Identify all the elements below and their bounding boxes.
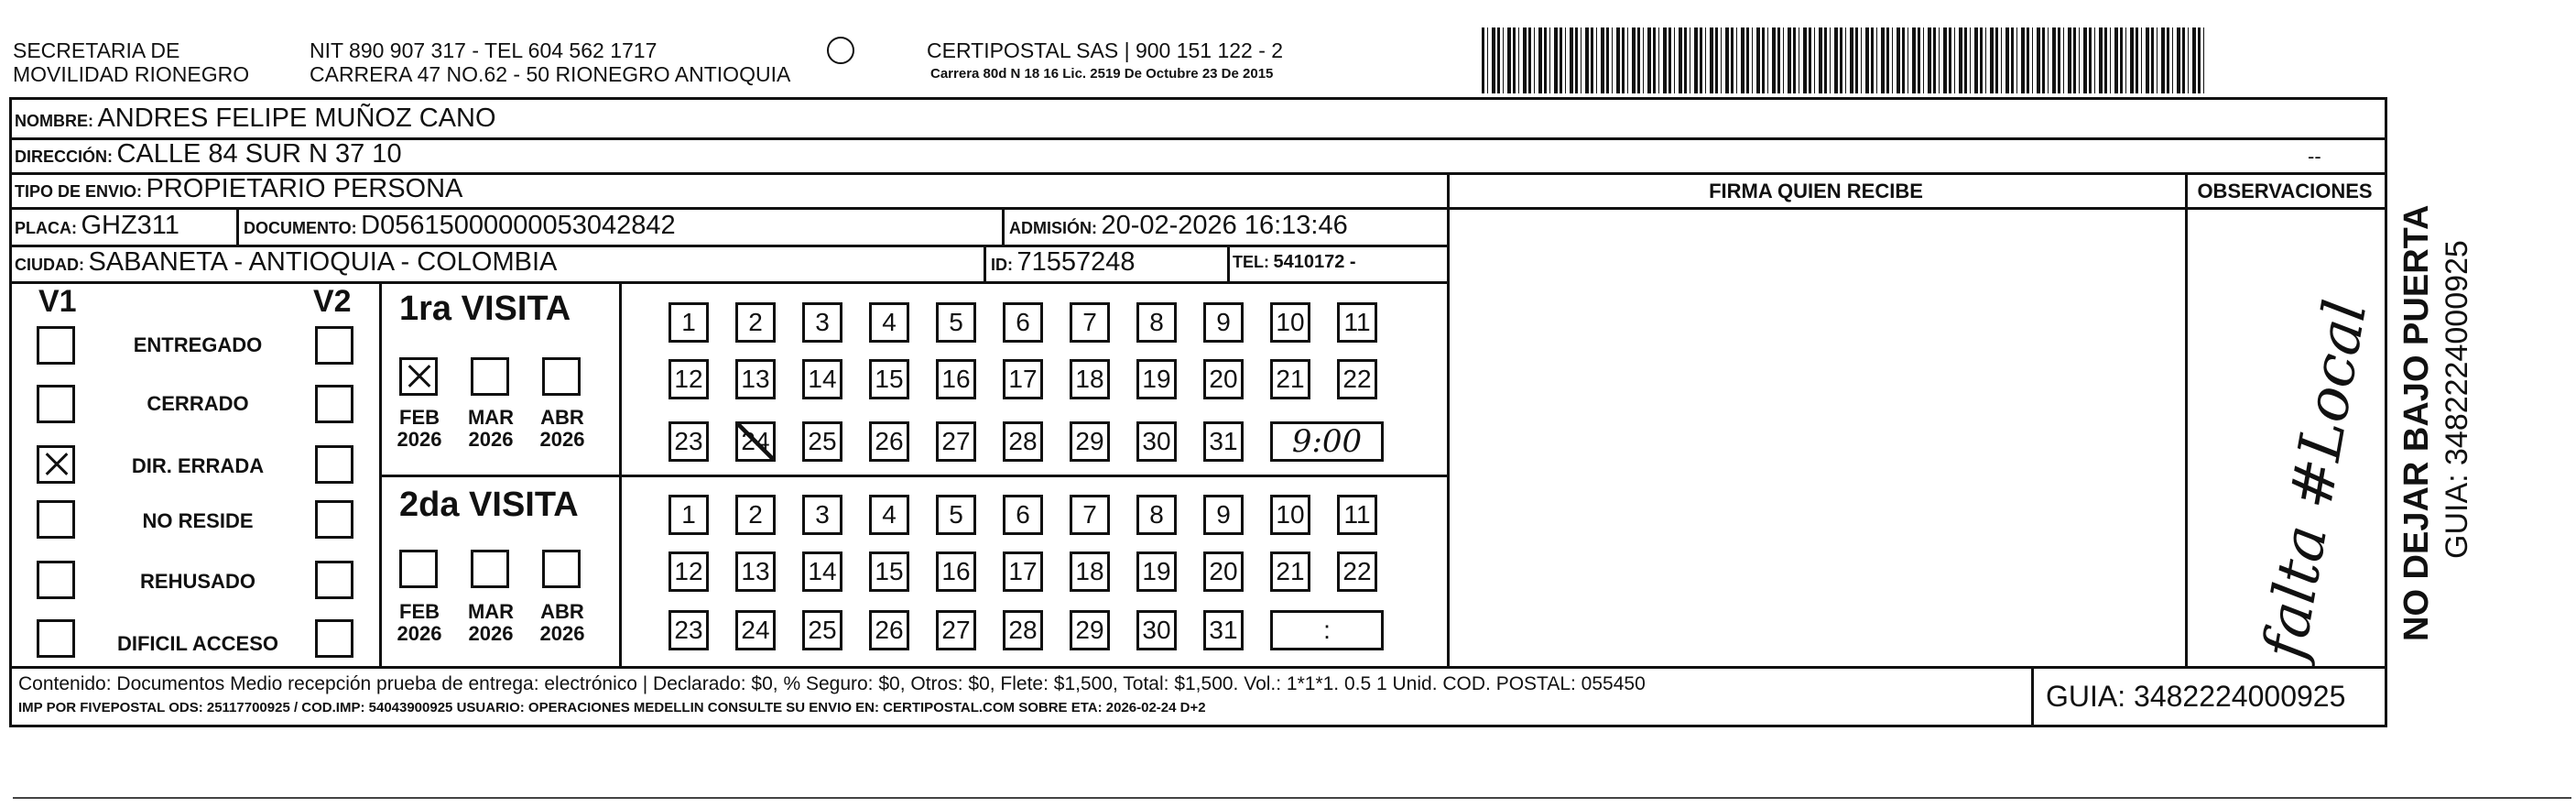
divider <box>379 281 382 666</box>
v2-header: V2 <box>313 284 352 319</box>
visit2-abr-checkbox[interactable] <box>542 550 581 588</box>
side-warning: NO DEJAR BAJO PUERTA <box>2397 204 2436 641</box>
firma-title: FIRMA QUIEN RECIBE <box>1709 180 1923 202</box>
visit2-title: 2da VISITA <box>399 486 579 524</box>
id-value: 71557248 <box>1016 247 1136 277</box>
visit2-day-box[interactable]: 16 <box>936 551 976 592</box>
visit2-day-box[interactable]: 4 <box>869 495 909 535</box>
ciudad-value: SABANETA - ANTIOQUIA - COLOMBIA <box>88 247 558 277</box>
sender-name: SECRETARIA DE <box>13 38 180 62</box>
visit2-day-box[interactable]: 2 <box>735 495 776 535</box>
divider <box>379 475 1447 477</box>
visit1-day-box[interactable]: 26 <box>869 421 909 462</box>
visit1-time-box[interactable]: 9:00 <box>1270 421 1384 462</box>
visit1-day-box[interactable]: 18 <box>1070 359 1110 399</box>
barcode <box>1482 27 2205 93</box>
visit2-day-box[interactable]: 22 <box>1337 551 1377 592</box>
id-label: ID: <box>991 256 1013 274</box>
divider <box>1002 207 1005 245</box>
visit1-day-box[interactable]: 31 <box>1203 421 1244 462</box>
visit1-day-box[interactable]: 20 <box>1203 359 1244 399</box>
tel-row <box>1233 247 1356 278</box>
admision-label: ADMISIÓN: <box>1009 219 1097 237</box>
visit2-day-box[interactable]: 21 <box>1270 551 1310 592</box>
visit2-day-box[interactable]: 26 <box>869 610 909 650</box>
visit1-day-box[interactable]: 2 <box>735 302 776 343</box>
placa-value: GHZ311 <box>81 211 179 240</box>
courier-logo-icon <box>827 37 854 64</box>
visit1-day-box[interactable]: 9 <box>1203 302 1244 343</box>
footer-print-info: IMP POR FIVEPOSTAL ODS: 25117700925 / COD.IMP: 54043900925 USUARIO: OPERACIONES MEDELLIN CONSULTE SU ENVIO EN: CERTIPOSTAL.COM SOBRE ETA: 2026-02-24 D+2 <box>18 700 1206 715</box>
divider <box>619 281 622 666</box>
v2-dificil-acceso-checkbox[interactable] <box>315 619 353 658</box>
month-label: MAR 2026 <box>467 406 515 451</box>
placa-label: PLACA: <box>15 219 77 237</box>
visit1-day-box[interactable]: 4 <box>869 302 909 343</box>
visit2-mar-checkbox[interactable] <box>471 550 509 588</box>
placa-row <box>15 211 179 245</box>
visit2-day-box[interactable]: 25 <box>802 610 842 650</box>
visit1-day-box[interactable]: 21 <box>1270 359 1310 399</box>
month-label: FEB 2026 <box>397 600 442 645</box>
tel-label: TEL: <box>1233 253 1269 271</box>
courier-name: CERTIPOSTAL SAS | 900 151 122 - 2 <box>927 38 1284 62</box>
visit2-day-box[interactable]: 15 <box>869 551 909 592</box>
footer-content: Contenido: Documentos Medio recepción prueba de entrega: electrónico | Declarado: $0, % Seguro: $0, Otros: $0, Flete: $1,500, Total: $1,500. Vol.: 1*1*1. 0.5 1 Unid. COD. POSTAL: 055450 <box>18 673 1646 694</box>
visit2-day-box[interactable]: 20 <box>1203 551 1244 592</box>
nombre-label: NOMBRE: <box>15 112 93 130</box>
sender-nit: NIT 890 907 317 - TEL 604 562 1717 <box>310 38 658 62</box>
visit1-day-box[interactable]: 30 <box>1136 421 1177 462</box>
visit2-day-box[interactable]: 8 <box>1136 495 1177 535</box>
visit2-day-box[interactable]: 13 <box>735 551 776 592</box>
sender-address: CARRERA 47 NO.62 - 50 RIONEGRO ANTIOQUIA <box>310 62 791 86</box>
divider <box>2031 666 2034 727</box>
visit1-day-box[interactable]: 8 <box>1136 302 1177 343</box>
month-label: MAR 2026 <box>467 600 515 645</box>
visit1-day-box[interactable]: 14 <box>802 359 842 399</box>
visit2-day-box[interactable]: 30 <box>1136 610 1177 650</box>
visit2-day-box[interactable]: 19 <box>1136 551 1177 592</box>
v1-cerrado-checkbox[interactable] <box>37 385 75 423</box>
visit1-day-box[interactable]: 16 <box>936 359 976 399</box>
status-label: DIFICIL ACCESO <box>116 632 278 655</box>
v1-no-reside-checkbox[interactable] <box>37 500 75 539</box>
status-label: NO RESIDE <box>142 509 254 532</box>
visit2-feb-checkbox[interactable] <box>399 550 438 588</box>
ciudad-row <box>15 247 557 281</box>
status-label: DIR. ERRADA <box>131 454 265 477</box>
courier-license: Carrera 80d N 18 16 Lic. 2519 De Octubre 23 De 2015 <box>930 66 1274 82</box>
divider <box>1227 245 1230 281</box>
visit1-day-box[interactable]: 15 <box>869 359 909 399</box>
visit2-day-box[interactable]: 10 <box>1270 495 1310 535</box>
bottom-rule <box>13 797 2571 799</box>
visit1-day-box[interactable]: 29 <box>1070 421 1110 462</box>
tel-value: 5410172 - <box>1273 252 1356 272</box>
divider <box>2185 172 2188 666</box>
id-row <box>991 247 1135 281</box>
visit1-day-box[interactable]: 10 <box>1270 302 1310 343</box>
visit1-day-box[interactable]: 7 <box>1070 302 1110 343</box>
visit2-day-box[interactable]: 5 <box>936 495 976 535</box>
divider <box>9 281 1447 284</box>
visit2-day-box[interactable]: 9 <box>1203 495 1244 535</box>
tipo-label: TIPO DE ENVIO: <box>15 182 143 201</box>
documento-label: DOCUMENTO: <box>244 219 357 237</box>
visit1-mar-checkbox[interactable] <box>471 357 509 396</box>
visit1-title: 1ra VISITA <box>399 289 571 328</box>
observaciones-handwritten: falta #Local <box>2251 295 2381 664</box>
visit2-day-box[interactable]: 28 <box>1003 610 1043 650</box>
direccion-label: DIRECCIÓN: <box>15 147 113 166</box>
visit1-day-box[interactable]: 17 <box>1003 359 1043 399</box>
nombre-row <box>15 104 496 137</box>
visit1-day-box[interactable]: 11 <box>1337 302 1377 343</box>
v2-entregado-checkbox[interactable] <box>315 326 353 365</box>
observaciones-title: OBSERVACIONES <box>2197 180 2373 202</box>
visit2-day-box[interactable]: 11 <box>1337 495 1377 535</box>
visit1-day-box[interactable]: 28 <box>1003 421 1043 462</box>
status-label: ENTREGADO <box>133 333 263 356</box>
admision-row <box>1009 211 1348 245</box>
visit2-day-box[interactable]: 6 <box>1003 495 1043 535</box>
visit1-day-box[interactable]: 12 <box>668 359 709 399</box>
month-label: ABR 2026 <box>539 406 585 451</box>
sender-name-line2: MOVILIDAD RIONEGRO <box>13 62 250 86</box>
visit2-day-box[interactable]: 27 <box>936 610 976 650</box>
ciudad-label: CIUDAD: <box>15 256 84 274</box>
visit1-day-box[interactable]: 22 <box>1337 359 1377 399</box>
visit2-day-box[interactable]: 12 <box>668 551 709 592</box>
divider <box>236 207 239 245</box>
documento-row <box>244 211 676 245</box>
v2-rehusado-checkbox[interactable] <box>315 561 353 599</box>
side-guia: GUIA: 3482224000925 <box>2440 240 2474 559</box>
visit2-day-box[interactable]: 18 <box>1070 551 1110 592</box>
v1-dificil-acceso-checkbox[interactable] <box>37 619 75 658</box>
visit2-time-box[interactable]: : <box>1270 610 1384 650</box>
visit1-day-box[interactable]: 24 <box>735 421 776 462</box>
status-label: CERRADO <box>147 392 249 415</box>
direccion-row <box>15 139 402 173</box>
v2-no-reside-checkbox[interactable] <box>315 500 353 539</box>
visit2-day-box[interactable]: 3 <box>802 495 842 535</box>
nombre-value: ANDRES FELIPE MUÑOZ CANO <box>97 104 496 133</box>
v2-dir-errada-checkbox[interactable] <box>315 445 353 484</box>
visit1-day-box[interactable]: 6 <box>1003 302 1043 343</box>
visit1-day-box[interactable]: 25 <box>802 421 842 462</box>
visit1-day-box[interactable]: 3 <box>802 302 842 343</box>
visit2-day-box[interactable]: 23 <box>668 610 709 650</box>
v1-dir-errada-checkbox[interactable] <box>37 445 75 484</box>
documento-value: D05615000000053042842 <box>361 211 676 240</box>
month-label: ABR 2026 <box>539 600 585 645</box>
visit2-day-box[interactable]: 14 <box>802 551 842 592</box>
visit1-day-box[interactable]: 5 <box>936 302 976 343</box>
direccion-value: CALLE 84 SUR N 37 10 <box>116 139 402 169</box>
visit1-abr-checkbox[interactable] <box>542 357 581 396</box>
visit1-day-box[interactable]: 23 <box>668 421 709 462</box>
visit1-day-box[interactable]: 27 <box>936 421 976 462</box>
v2-cerrado-checkbox[interactable] <box>315 385 353 423</box>
v1-header: V1 <box>38 284 77 319</box>
visit1-day-box[interactable]: 1 <box>668 302 709 343</box>
status-label: REHUSADO <box>140 570 255 593</box>
visit1-day-box[interactable]: 19 <box>1136 359 1177 399</box>
divider <box>984 245 986 281</box>
footer-guia: GUIA: 3482224000925 <box>2046 680 2346 713</box>
visit2-day-box[interactable]: 31 <box>1203 610 1244 650</box>
divider <box>9 207 2387 210</box>
admision-value: 20-02-2026 16:13:46 <box>1101 211 1348 240</box>
v1-entregado-checkbox[interactable] <box>37 326 75 365</box>
v1-rehusado-checkbox[interactable] <box>37 561 75 599</box>
visit1-feb-checkbox[interactable] <box>399 357 438 396</box>
visit1-day-box[interactable]: 13 <box>735 359 776 399</box>
visit2-day-box[interactable]: 24 <box>735 610 776 650</box>
tipo-row <box>15 174 462 208</box>
visit2-day-box[interactable]: 1 <box>668 495 709 535</box>
tipo-value: PROPIETARIO PERSONA <box>146 174 463 203</box>
direccion-mark: -- <box>2308 145 2321 168</box>
visit2-day-box[interactable]: 7 <box>1070 495 1110 535</box>
divider <box>1447 172 1450 666</box>
visit2-day-box[interactable]: 17 <box>1003 551 1043 592</box>
visit2-day-box[interactable]: 29 <box>1070 610 1110 650</box>
month-label: FEB 2026 <box>397 406 442 451</box>
